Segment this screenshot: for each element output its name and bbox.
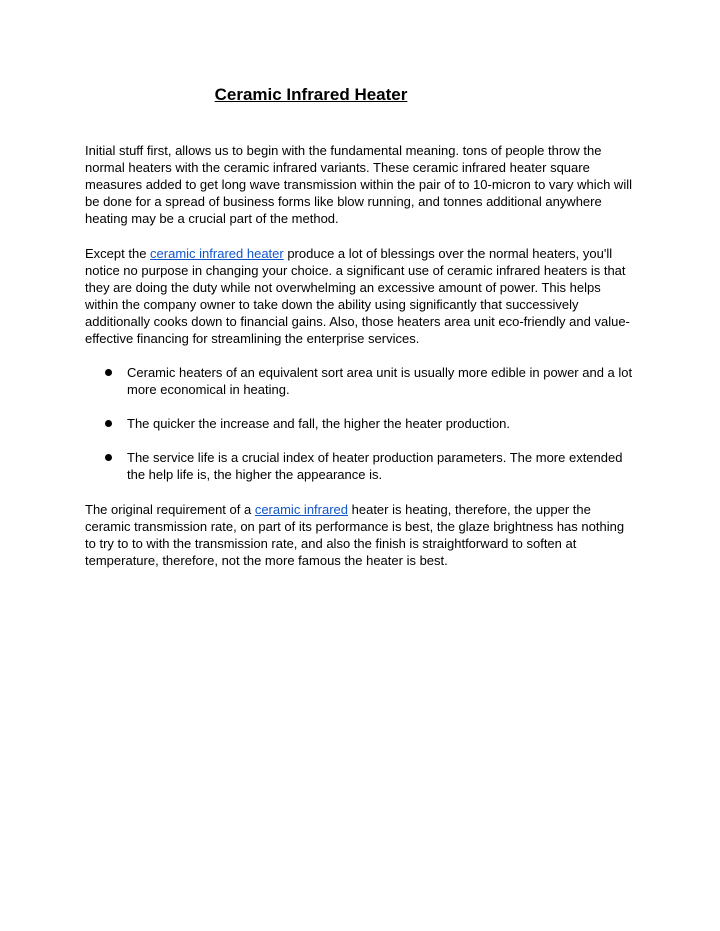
paragraph-benefits-text-after: produce a lot of blessings over the normal heaters, you'll notice no purpose in changing your choice. a significant use of ceramic infrared heaters is that they are doing the duty while not overwhelming an excessive amount of power. This helps within the company owner to take down the ability using significantly that successively additionally cooks down to financial gains. Also, those heaters area unit eco-friendly and value-effective financing for streamlining the enterprise services. xyxy=(85,246,630,346)
list-item xyxy=(85,415,635,432)
list-item-text: The quicker the increase and fall, the higher the heater production. xyxy=(127,416,511,431)
paragraph-requirement-text-before: The original requirement of a xyxy=(85,502,255,517)
list-item xyxy=(85,449,635,483)
paragraph-benefits xyxy=(85,245,635,347)
paragraph-requirement-text-after: heater is heating, therefore, the upper the ceramic transmission rate, on part of its performance is best, the glaze brightness has nothing to try to to with the transmission rate, and also the finish is straightforward to soften at temperature, therefore, not the more famous the heater is best. xyxy=(85,502,625,568)
bullet-icon xyxy=(105,454,112,461)
paragraph-requirement xyxy=(85,501,635,569)
bullet-icon xyxy=(105,369,112,376)
paragraph-intro: Initial stuff first, allows us to begin with the fundamental meaning. tons of people throw the normal heaters with the ceramic infrared variants. These ceramic infrared heater square measures added to get long wave transmission within the pair of to 10-micron to vary which will be done for a spread of business forms like blow running, and tonnes additional anywhere heating may be a crucial part of the method. xyxy=(85,143,632,226)
page-title: Ceramic Infrared Heater xyxy=(214,85,408,104)
ceramic-infrared-link[interactable]: ceramic infrared xyxy=(254,502,349,517)
bullet-list xyxy=(85,364,635,500)
paragraph-benefits-text-before: Except the xyxy=(85,246,151,261)
list-item xyxy=(85,364,635,398)
ceramic-infrared-heater-link[interactable]: ceramic infrared heater xyxy=(150,246,284,261)
bullet-icon xyxy=(105,420,112,427)
list-item-text: The service life is a crucial index of heater production parameters. The more extended the help life is, the higher the appearance is. xyxy=(127,450,623,482)
list-item-text: Ceramic heaters of an equivalent sort area unit is usually more edible in power and a lot more economical in heating. xyxy=(127,365,633,397)
